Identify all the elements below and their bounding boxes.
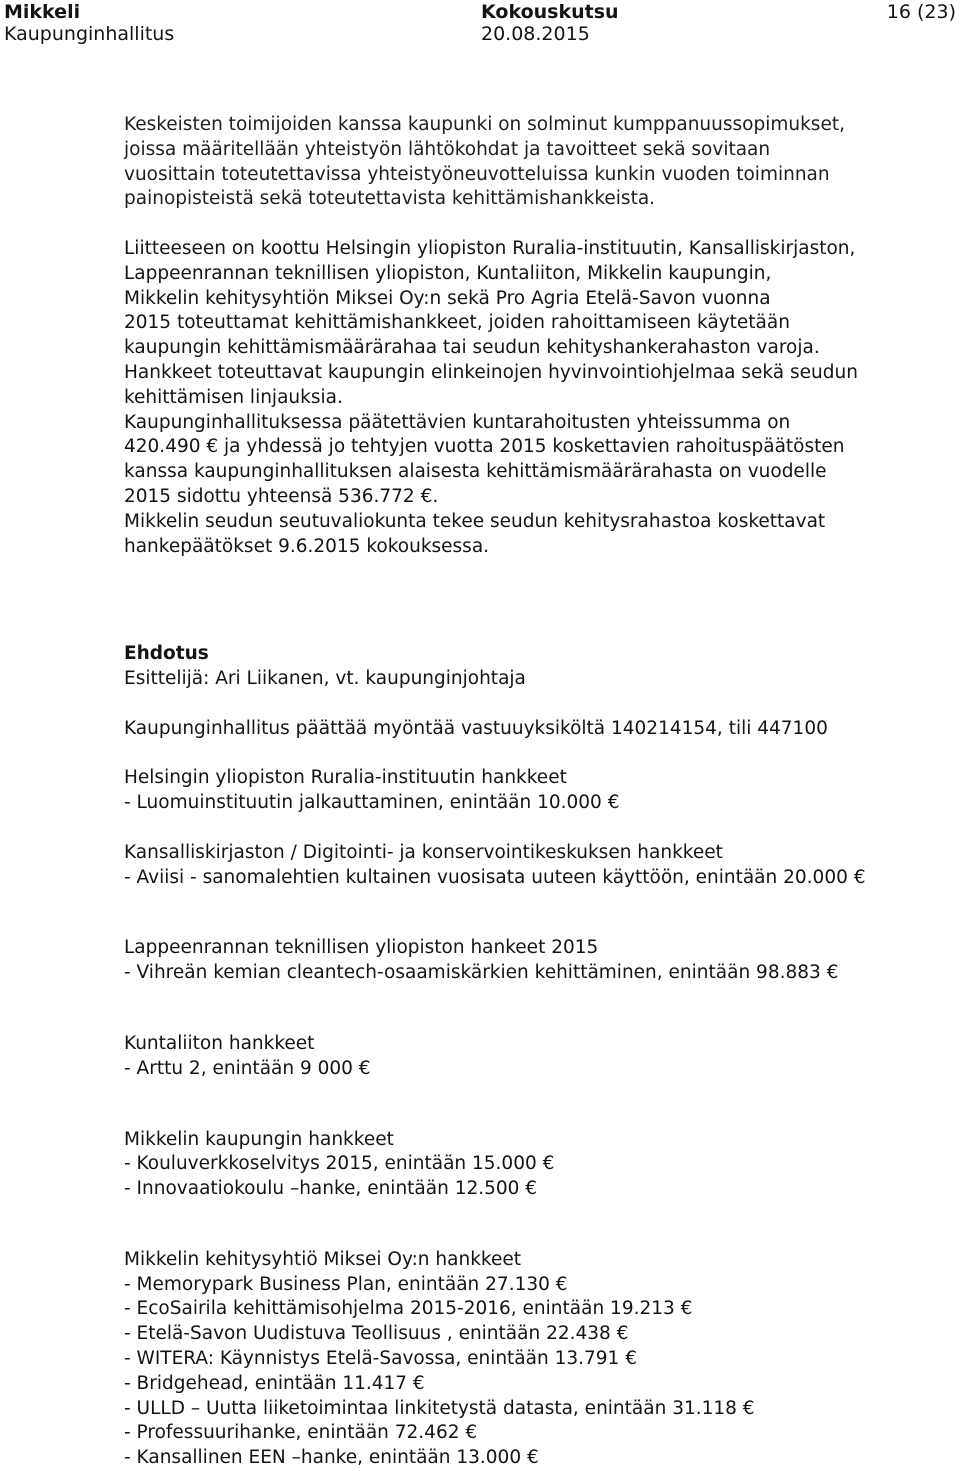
text-line: Lappeenrannan teknillisen yliopiston, Kuntaliiton, Mikkelin kaupungin, (124, 262, 772, 284)
project-item: - Etelä-Savon Uudistuva Teollisuus , enintään 22.438 € (124, 1323, 629, 1345)
page-header (0, 0, 960, 48)
proposal-heading: Ehdotus (124, 643, 209, 665)
project-item: - Memorypark Business Plan, enintään 27.130 € (124, 1273, 568, 1295)
text-line: vuosittain toteutettavissa yhteistyöneuvotteluissa kunkin vuoden toiminnan (124, 163, 830, 185)
presenter-line: Esittelijä: Ari Liikanen, vt. kaupunginjohtaja (124, 668, 526, 690)
project-item: - Aviisi - sanomalehtien kultainen vuosisata uuteen käyttöön, enintään 20.000 € (124, 866, 866, 888)
header-date: 20.08.2015 (481, 23, 590, 45)
project-group-title: Mikkelin kaupungin hankkeet (124, 1128, 394, 1150)
text-line: Mikkelin kehitysyhtiön Miksei Oy:n sekä Pro Agria Etelä-Savon vuonna (124, 287, 771, 309)
project-item: - Vihreän kemian cleantech-osaamiskärkien kehittäminen, enintään 98.883 € (124, 962, 839, 984)
project-item: - WITERA: Käynnistys Etelä-Savossa, enintään 13.791 € (124, 1348, 637, 1370)
project-group (124, 1128, 924, 1202)
text-line: 2015 toteuttamat kehittämishankkeet, joiden rahoittamiseen käytetään (124, 312, 790, 334)
intro-paragraph (124, 113, 924, 212)
text-line: Mikkelin seudun seutuvaliokunta tekee seudun kehitysrahastoa koskettavat (124, 510, 826, 532)
text-line: kehittämisen linjauksia. (124, 386, 343, 408)
header-org: Mikkeli (4, 1, 81, 23)
details-paragraph (124, 237, 924, 559)
project-item: - Professuurihanke, enintään 72.462 € (124, 1422, 478, 1444)
project-item: - EcoSairila kehittämisohjelma 2015-2016, enintään 19.213 € (124, 1298, 693, 1320)
project-group-title: Mikkelin kehitysyhtiö Miksei Oy:n hankkeet (124, 1248, 521, 1270)
text-line: Kaupunginhallituksessa päätettävien kuntarahoitusten yhteissumma on (124, 411, 791, 433)
project-item: - ULLD – Uutta liiketoimintaa linkitetystä datasta, enintään 31.118 € (124, 1397, 755, 1419)
project-item: - Arttu 2, enintään 9 000 € (124, 1057, 371, 1079)
text-line: painopisteistä sekä toteutettavista kehittämishankkeista. (124, 188, 656, 210)
proposal-section (124, 642, 924, 692)
project-item: - Kansallinen EEN –hanke, enintään 13.000 € (124, 1447, 539, 1469)
document-body (124, 113, 924, 1471)
text-line: Hankkeet toteuttavat kaupungin elinkeinojen hyvinvointiohjelmaa sekä seudun (124, 361, 858, 383)
text-line: Keskeisten toimijoiden kanssa kaupunki on solminut kumppanuussopimukset, (124, 114, 845, 135)
project-group (124, 1248, 924, 1471)
text-line: Liitteeseen on koottu Helsingin yliopiston Ruralia-instituutin, Kansalliskirjaston, (124, 237, 856, 259)
project-group-title: Helsingin yliopiston Ruralia-instituutin hankkeet (124, 767, 567, 789)
project-group (124, 936, 924, 986)
text-line: kanssa kaupunginhallituksen alaisesta kehittämismäärärahasta on vuodelle (124, 461, 827, 483)
project-group (124, 841, 924, 891)
decision-line: Kaupunginhallitus päättää myöntää vastuuyksiköltä 140214154, tili 447100 (124, 717, 828, 739)
project-group (124, 766, 924, 816)
text-line: kaupungin kehittämismäärärahaa tai seudun kehityshankerahaston varoja. (124, 337, 820, 359)
project-item: - Innovaatiokoulu –hanke, enintään 12.500 € (124, 1178, 538, 1200)
header-doc-type: Kokouskutsu (481, 1, 619, 23)
project-group-title: Kuntaliiton hankkeet (124, 1032, 315, 1054)
project-item: - Luomuinstituutin jalkauttaminen, enintään 10.000 € (124, 792, 620, 814)
text-line: 420.490 € ja yhdessä jo tehtyjen vuotta 2015 koskettavien rahoituspäätösten (124, 436, 845, 458)
project-item: - Bridgehead, enintään 11.417 € (124, 1372, 425, 1394)
text-line: hankepäätökset 9.6.2015 kokouksessa. (124, 535, 490, 557)
project-group (124, 1032, 924, 1082)
decision-paragraph (124, 717, 924, 742)
header-page-number: 16 (23) (886, 1, 956, 23)
text-line: joissa määritellään yhteistyön lähtökohdat ja tavoitteet sekä sovitaan (124, 138, 771, 160)
project-group-title: Lappeenrannan teknillisen yliopiston hankeet 2015 (124, 937, 599, 959)
project-group-title: Kansalliskirjaston / Digitointi- ja konservointikeskuksen hankkeet (124, 841, 723, 863)
header-body-name: Kaupunginhallitus (4, 23, 175, 45)
text-line: 2015 sidottu yhteensä 536.772 €. (124, 485, 439, 507)
project-item: - Kouluverkkoselvitys 2015, enintään 15.000 € (124, 1153, 555, 1175)
